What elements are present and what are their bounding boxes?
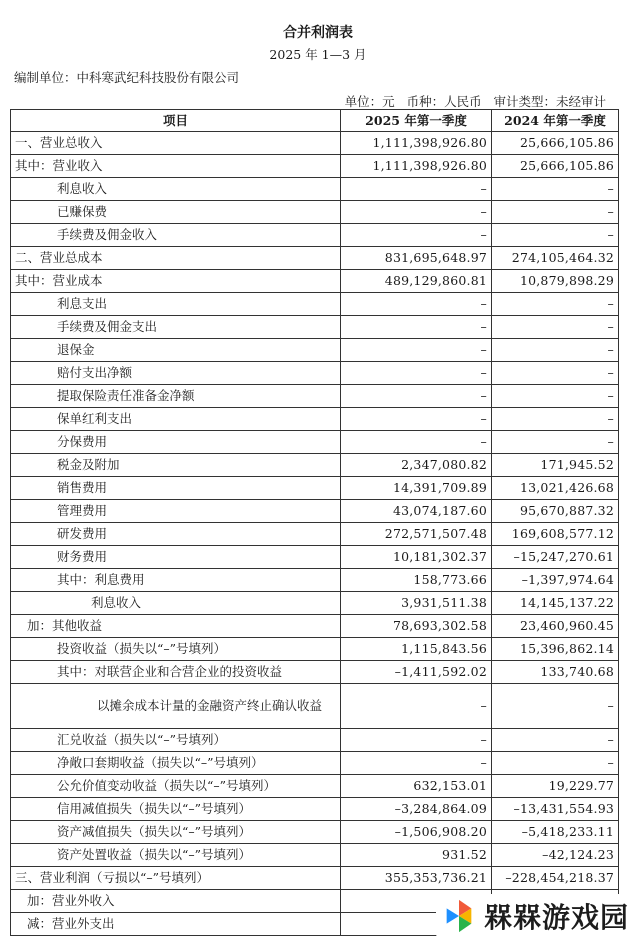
row-value-2025: – <box>341 752 492 775</box>
row-value-2024: 10,879,898.29 <box>492 270 619 293</box>
row-label: 研发费用 <box>11 523 341 546</box>
row-value-2025: – <box>341 385 492 408</box>
unit-currency-audit-line: 单位：元 币种：人民币 审计类型：未经审计 <box>344 94 606 109</box>
row-value-2025: – <box>341 178 492 201</box>
table-row <box>11 684 619 729</box>
table-row <box>11 477 619 500</box>
income-statement-table <box>10 109 619 936</box>
row-value-2024: – <box>492 224 619 247</box>
table-row <box>11 316 619 339</box>
table-row <box>11 752 619 775</box>
row-value-2024: 169,608,577.12 <box>492 523 619 546</box>
watermark-text: 槑槑游戏园 <box>484 901 630 934</box>
row-label: 二、营业总成本 <box>11 247 341 270</box>
statement-period: 2025 年 1—3 月 <box>269 47 367 62</box>
row-label: 其中：营业成本 <box>11 270 341 293</box>
row-value-2025: – <box>341 224 492 247</box>
row-value-2024: –5,418,233.11 <box>492 821 619 844</box>
row-label: 三、营业利润（亏损以“–”号填列） <box>11 867 341 890</box>
table-row <box>11 408 619 431</box>
row-label: 加：营业外收入 <box>11 890 341 913</box>
table-header-row <box>11 110 619 132</box>
row-label: 公允价值变动收益（损失以“–”号填列） <box>11 775 341 798</box>
row-value-2025: –1,506,908.20 <box>341 821 492 844</box>
row-value-2024: –1,397,974.64 <box>492 569 619 592</box>
table-row <box>11 821 619 844</box>
row-value-2024: – <box>492 729 619 752</box>
header-2024-q1: 2024 年第一季度 <box>492 110 619 132</box>
table-row <box>11 201 619 224</box>
row-label: 利息支出 <box>11 293 341 316</box>
row-value-2025: 1,111,398,926.80 <box>341 132 492 155</box>
table-row <box>11 615 619 638</box>
row-label: 一、营业总收入 <box>11 132 341 155</box>
row-label: 汇兑收益（损失以“–”号填列） <box>11 729 341 752</box>
row-value-2024: –13,431,554.93 <box>492 798 619 821</box>
row-label: 其中：利息费用 <box>11 569 341 592</box>
row-value-2025: – <box>341 293 492 316</box>
row-value-2025: 2,347,080.82 <box>341 454 492 477</box>
row-value-2025: 1,111,398,926.80 <box>341 155 492 178</box>
row-value-2024: 13,021,426.68 <box>492 477 619 500</box>
row-value-2024: – <box>492 752 619 775</box>
row-value-2024: – <box>492 339 619 362</box>
row-label: 赔付支出净额 <box>11 362 341 385</box>
row-label: 加：其他收益 <box>11 615 341 638</box>
row-value-2025: 272,571,507.48 <box>341 523 492 546</box>
row-value-2024: – <box>492 362 619 385</box>
table-row <box>11 247 619 270</box>
row-label: 其中：营业收入 <box>11 155 341 178</box>
row-value-2025: 831,695,648.97 <box>341 247 492 270</box>
row-label: 减：营业外支出 <box>11 913 341 936</box>
row-value-2025: 14,391,709.89 <box>341 477 492 500</box>
row-value-2025: –1,411,592.02 <box>341 661 492 684</box>
table-row <box>11 844 619 867</box>
row-label: 手续费及佣金支出 <box>11 316 341 339</box>
row-value-2024: 95,670,887.32 <box>492 500 619 523</box>
row-value-2024: – <box>492 385 619 408</box>
row-label: 净敞口套期收益（损失以“–”号填列） <box>11 752 341 775</box>
row-value-2025: 931.52 <box>341 844 492 867</box>
row-value-2024: –228,454,218.37 <box>492 867 619 890</box>
row-value-2024: 171,945.52 <box>492 454 619 477</box>
row-label: 管理费用 <box>11 500 341 523</box>
table-row <box>11 729 619 752</box>
table-row <box>11 546 619 569</box>
row-value-2024: – <box>492 684 619 729</box>
table-row <box>11 132 619 155</box>
table-row <box>11 661 619 684</box>
row-value-2025: – <box>341 431 492 454</box>
row-value-2025: – <box>341 729 492 752</box>
table-row <box>11 867 619 890</box>
row-value-2024: – <box>492 408 619 431</box>
row-value-2024: – <box>492 178 619 201</box>
row-value-2025: – <box>341 684 492 729</box>
row-value-2025: 632,153.01 <box>341 775 492 798</box>
row-value-2024: –15,247,270.61 <box>492 546 619 569</box>
table-row <box>11 385 619 408</box>
table-row <box>11 293 619 316</box>
row-label: 信用减值损失（损失以“–”号填列） <box>11 798 341 821</box>
table-row <box>11 775 619 798</box>
table-row <box>11 431 619 454</box>
row-value-2025: 158,773.66 <box>341 569 492 592</box>
row-label: 提取保险责任准备金净额 <box>11 385 341 408</box>
table-row <box>11 339 619 362</box>
row-value-2025: – <box>341 201 492 224</box>
row-value-2025: 355,353,736.21 <box>341 867 492 890</box>
row-value-2025: 78,693,302.58 <box>341 615 492 638</box>
row-label: 财务费用 <box>11 546 341 569</box>
row-label: 分保费用 <box>11 431 341 454</box>
table-row <box>11 638 619 661</box>
table-row <box>11 362 619 385</box>
table-row <box>11 592 619 615</box>
row-value-2025: – <box>341 408 492 431</box>
row-label: 利息收入 <box>11 592 341 615</box>
table-row <box>11 500 619 523</box>
row-value-2024: 23,460,960.45 <box>492 615 619 638</box>
table-row <box>11 155 619 178</box>
site-watermark <box>436 894 632 938</box>
row-value-2024: 133,740.68 <box>492 661 619 684</box>
row-value-2025: – <box>341 316 492 339</box>
row-label: 保单红利支出 <box>11 408 341 431</box>
row-label: 税金及附加 <box>11 454 341 477</box>
header-item: 项目 <box>11 110 341 132</box>
row-value-2024: 25,666,105.86 <box>492 155 619 178</box>
table-row <box>11 798 619 821</box>
row-value-2024: 19,229.77 <box>492 775 619 798</box>
row-value-2024: – <box>492 431 619 454</box>
row-value-2024: 25,666,105.86 <box>492 132 619 155</box>
row-value-2025: 43,074,187.60 <box>341 500 492 523</box>
row-value-2025: –3,284,864.09 <box>341 798 492 821</box>
row-label: 退保金 <box>11 339 341 362</box>
row-value-2024: 15,396,862.14 <box>492 638 619 661</box>
watermark-logo-icon <box>440 897 478 935</box>
row-value-2025: 10,181,302.37 <box>341 546 492 569</box>
row-label: 资产处置收益（损失以“–”号填列） <box>11 844 341 867</box>
table-row <box>11 454 619 477</box>
row-value-2024: – <box>492 316 619 339</box>
row-label: 已赚保费 <box>11 201 341 224</box>
row-value-2025: 489,129,860.81 <box>341 270 492 293</box>
row-label: 以摊余成本计量的金融资产终止确认收益 <box>11 684 341 729</box>
row-value-2024: 274,105,464.32 <box>492 247 619 270</box>
table-row <box>11 178 619 201</box>
row-value-2024: 14,145,137.22 <box>492 592 619 615</box>
table-row <box>11 224 619 247</box>
row-label: 利息收入 <box>11 178 341 201</box>
row-value-2025: 3,931,511.38 <box>341 592 492 615</box>
row-value-2025: 1,115,843.56 <box>341 638 492 661</box>
header-2025-q1: 2025 年第一季度 <box>341 110 492 132</box>
row-label: 手续费及佣金收入 <box>11 224 341 247</box>
row-label: 销售费用 <box>11 477 341 500</box>
statement-title: 合并利润表 <box>283 25 353 41</box>
row-value-2024: – <box>492 293 619 316</box>
row-value-2024: –42,124.23 <box>492 844 619 867</box>
table-row <box>11 569 619 592</box>
row-label: 投资收益（损失以“–”号填列） <box>11 638 341 661</box>
row-value-2024: – <box>492 201 619 224</box>
company-name: 编制单位：中科寒武纪科技股份有限公司 <box>14 70 240 85</box>
table-row <box>11 270 619 293</box>
table-row <box>11 523 619 546</box>
row-value-2025: – <box>341 339 492 362</box>
row-label: 资产减值损失（损失以“–”号填列） <box>11 821 341 844</box>
row-label: 其中：对联营企业和合营企业的投资收益 <box>11 661 341 684</box>
row-value-2025: – <box>341 362 492 385</box>
